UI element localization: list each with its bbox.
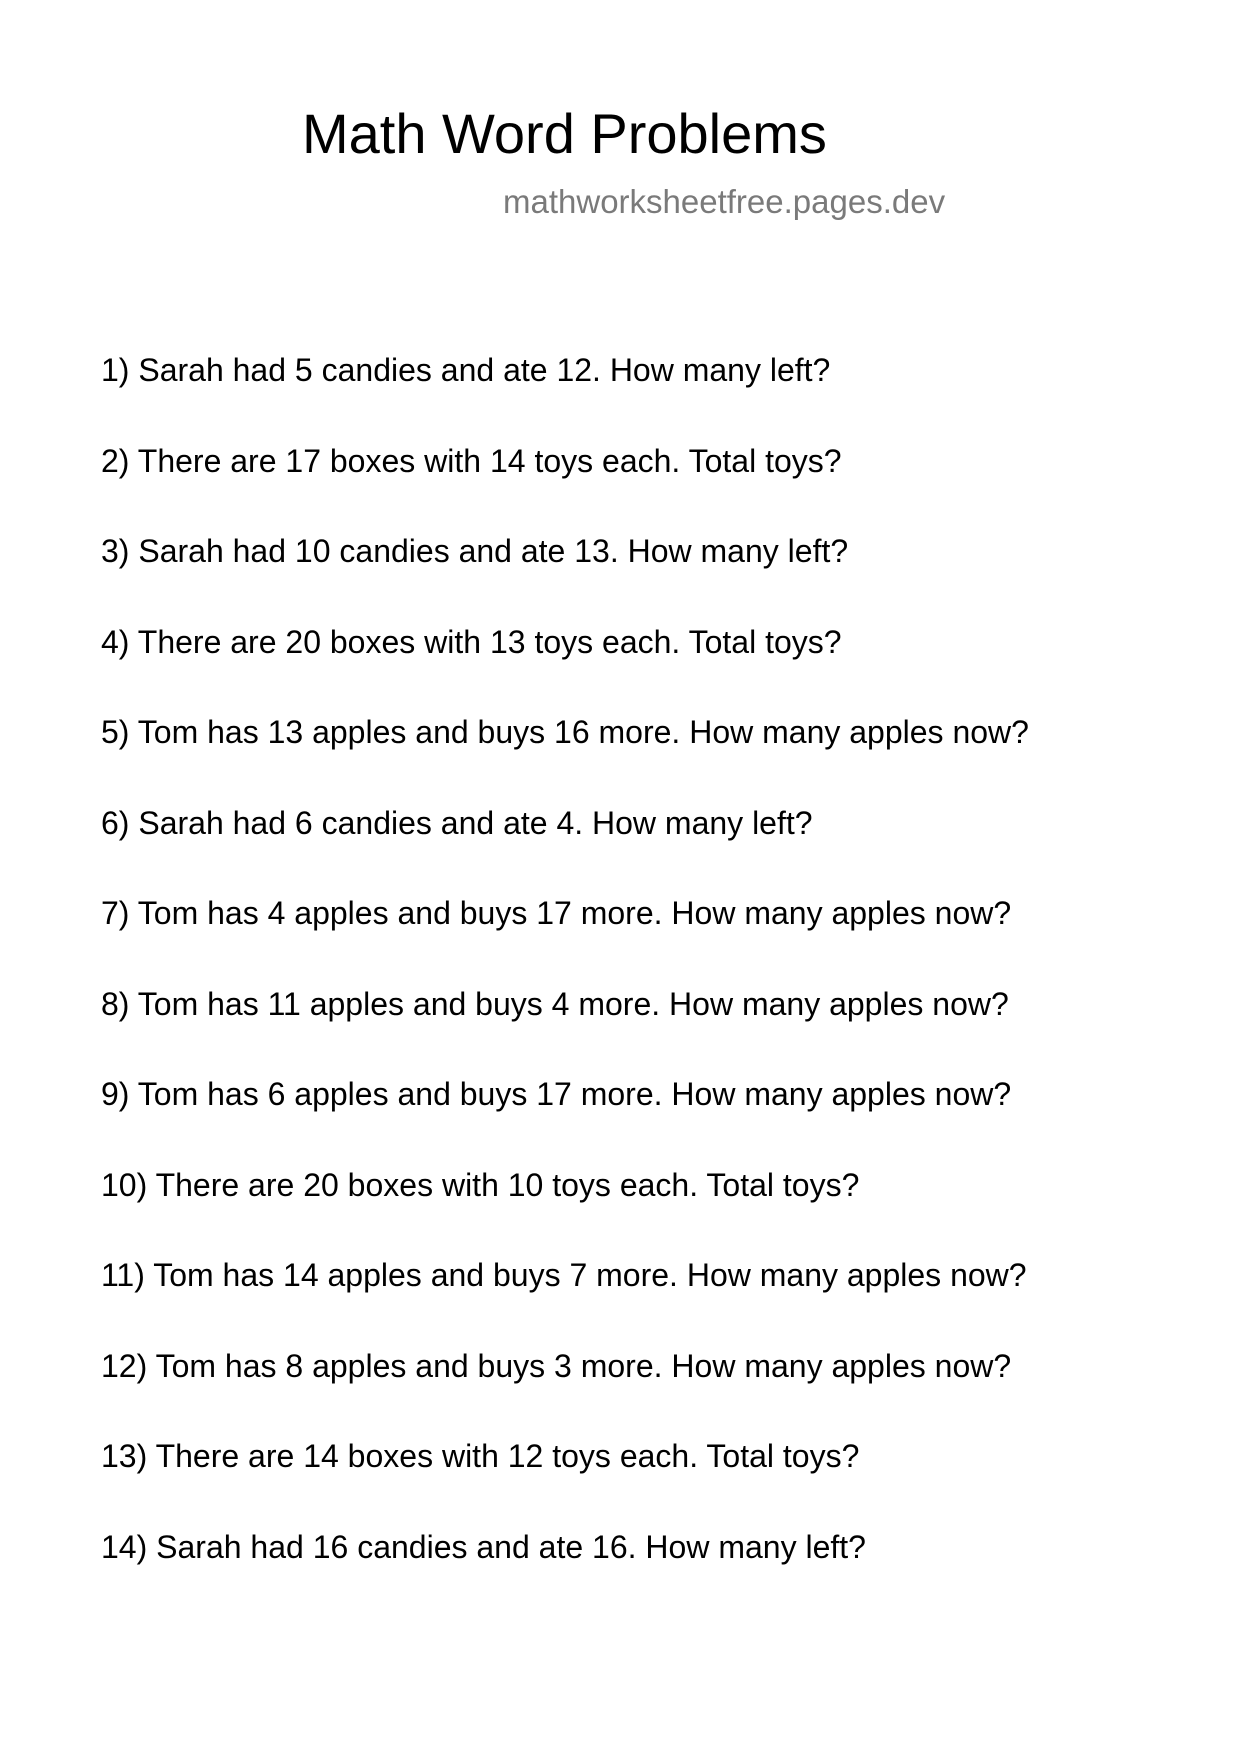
problem-list xyxy=(101,350,1029,1617)
problem-item: 6) Sarah had 6 candies and ate 4. How many left? xyxy=(101,804,813,841)
problem-item: 1) Sarah had 5 candies and ate 12. How many left? xyxy=(101,352,831,388)
page-title: Math Word Problems xyxy=(302,102,827,165)
problem-item: 10) There are 20 boxes with 10 toys each. Total toys? xyxy=(101,1166,860,1203)
problem-item: 5) Tom has 13 apples and buys 16 more. How many apples now? xyxy=(101,714,1029,750)
problem-item: 14) Sarah had 16 candies and ate 16. How many left? xyxy=(101,1528,866,1565)
problem-item: 2) There are 17 boxes with 14 toys each. Total toys? xyxy=(101,442,842,479)
problem-item: 13) There are 14 boxes with 12 toys each. Total toys? xyxy=(101,1438,860,1474)
problem-item: 12) Tom has 8 apples and buys 3 more. How many apples now? xyxy=(101,1347,1012,1384)
problem-item: 7) Tom has 4 apples and buys 17 more. How many apples now? xyxy=(101,895,1012,931)
problem-item: 4) There are 20 boxes with 13 toys each. Total toys? xyxy=(101,623,842,660)
site-url: mathworksheetfree.pages.dev xyxy=(503,183,946,220)
problem-item: 9) Tom has 6 apples and buys 17 more. How many apples now? xyxy=(101,1076,1012,1112)
problem-item: 3) Sarah had 10 candies and ate 13. How many left? xyxy=(101,533,849,569)
problem-item: 11) Tom has 14 apples and buys 7 more. How many apples now? xyxy=(101,1257,1027,1293)
problem-item: 8) Tom has 11 apples and buys 4 more. How many apples now? xyxy=(101,985,1009,1022)
